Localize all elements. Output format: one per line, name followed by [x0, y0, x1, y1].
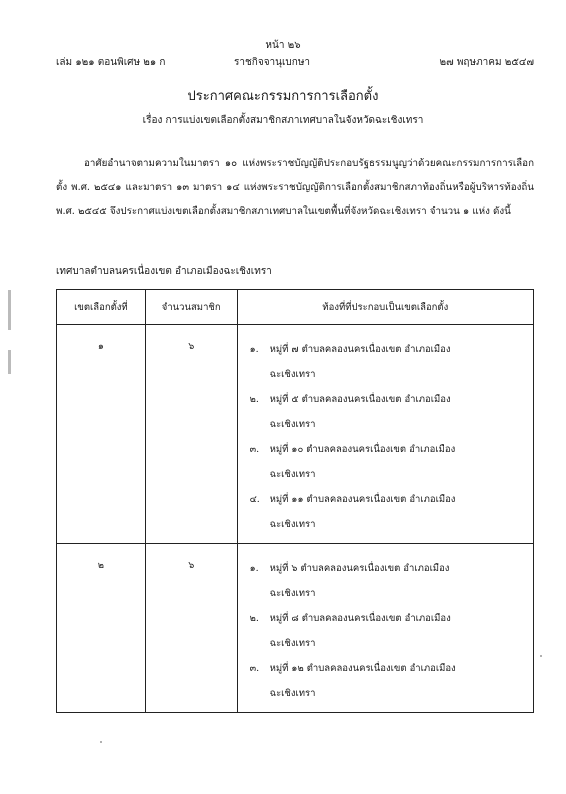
- body-paragraph: อาศัยอำนาจตามความในมาตรา ๑๐ แห่งพระราชบัญญัติประกอบรัฐธรรมนูญว่าด้วยคณะกรรมการการเลือกตั้ง พ.ศ. ๒๕๔๑ และมาตรา ๑๓ มาตรา ๑๔ แห่งพระราชบัญญัติการเลือกตั้งสมาชิกสภาท้องถิ่นหรือผู้บริหารท้องถิ่น พ.ศ. ๒๕๔๕ จึงประกาศแบ่งเขตเลือกตั้งสมาชิกสภาเทศบาลในเขตพื้นที่จังหวัดฉะเชิงเทรา จำนวน ๑ แห่ง ดังนี้: [56, 158, 534, 217]
- table-header-row: [57, 290, 534, 325]
- announcement-title: ประกาศคณะกรรมการการเลือกตั้ง: [187, 89, 379, 104]
- member-count: ๖: [145, 544, 237, 713]
- district-table: [56, 289, 534, 713]
- scan-artifact: [8, 350, 11, 374]
- scan-speck: [100, 741, 102, 743]
- table-row: [57, 325, 534, 544]
- scan-speck: [540, 655, 542, 657]
- area-item: ๑. หมู่ที่ ๗ ตำบลคลองนครเนื่องเขต อำเภอเมือง ฉะเชิงเทรา: [249, 344, 451, 380]
- area-list: [237, 325, 533, 544]
- area-item: ๒. หมู่ที่ ๕ ตำบลคลองนครเนื่องเขต อำเภอเมือง ฉะเชิงเทรา: [249, 394, 451, 430]
- announcement-subject: เรื่อง การแบ่งเขตเลือกตั้งสมาชิกสภาเทศบาลในจังหวัดฉะเชิงเทรา: [142, 115, 424, 126]
- header-district: เขตเลือกตั้งที่: [57, 290, 146, 325]
- member-count: ๖: [145, 325, 237, 544]
- header-members: จำนวนสมาชิก: [145, 290, 237, 325]
- volume-issue: เล่ม ๑๒๑ ตอนพิเศษ ๒๑ ก: [56, 57, 166, 68]
- district-number: ๑: [57, 325, 146, 544]
- district-number: ๒: [57, 544, 146, 713]
- area-item: ๒. หมู่ที่ ๘ ตำบลคลองนครเนื่องเขต อำเภอเมือง ฉะเชิงเทรา: [249, 613, 451, 649]
- scan-artifact: [8, 290, 11, 330]
- publication-date: ๒๗ พฤษภาคม ๒๕๔๗: [439, 57, 534, 68]
- gazette-name: ราชกิจจานุเบกษา: [234, 57, 311, 68]
- area-item: ๑. หมู่ที่ ๖ ตำบลคลองนครเนื่องเขต อำเภอเมือง ฉะเชิงเทรา: [249, 563, 450, 599]
- area-item: ๓. หมู่ที่ ๑๐ ตำบลคลองนครเนื่องเขต อำเภอเมือง ฉะเชิงเทรา: [249, 444, 456, 480]
- table-row: [57, 544, 534, 713]
- area-item: ๓. หมู่ที่ ๑๒ ตำบลคลองนครเนื่องเขต อำเภอเมือง ฉะเชิงเทรา: [249, 663, 456, 699]
- area-list: [237, 544, 533, 713]
- header-areas: ท้องที่ที่ประกอบเป็นเขตเลือกตั้ง: [237, 290, 533, 325]
- section-heading: เทศบาลตำบลนครเนื่องเขต อำเภอเมืองฉะเชิงเทรา: [56, 266, 272, 277]
- page-number: หน้า ๒๖: [265, 40, 301, 51]
- area-item: ๔. หมู่ที่ ๑๑ ตำบลคลองนครเนื่องเขต อำเภอเมือง ฉะเชิงเทรา: [249, 494, 456, 530]
